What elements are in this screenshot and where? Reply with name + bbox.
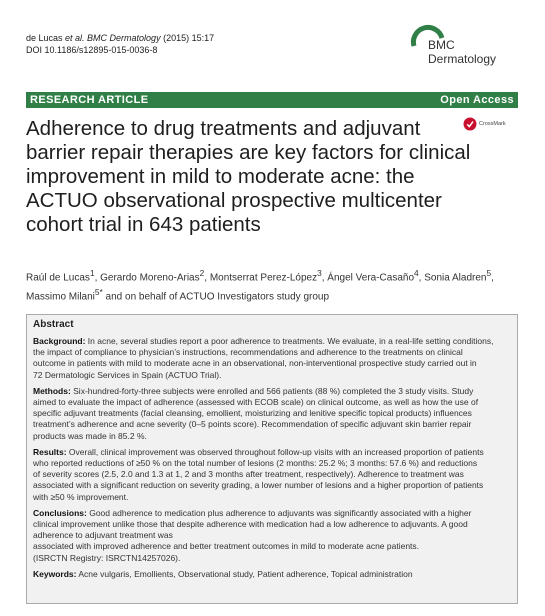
journal-logo[interactable] [408, 22, 518, 72]
abstract-line: who reported reductions of ≥50 % on the total number of lesions (2 months: 25.2 %; 3 months: 57.6 %) and reductions [33, 458, 478, 469]
author-affiliation: 2 [199, 268, 205, 278]
abstract-box [26, 314, 518, 604]
author-affiliation: 1 [89, 268, 95, 278]
abstract-results [33, 447, 511, 503]
journal-name-line2: Dermatology [428, 52, 497, 66]
article-type-banner [26, 92, 518, 108]
abstract-line: products was made in 85.2 %. [33, 430, 147, 441]
abstract-line [33, 569, 511, 580]
abstract-conclusions [33, 508, 511, 564]
section-label: Methods: [33, 385, 71, 396]
abstract-line [33, 508, 511, 519]
author-list [26, 266, 516, 305]
section-text: Six-hundred-forty-three subjects were enrolled and 566 patients (88 %) completed the 3 study visits. Study [70, 385, 474, 396]
citation-authors: de Lucas [26, 33, 66, 43]
author-separator: , [491, 272, 494, 284]
citation-block [26, 32, 214, 56]
abstract-line [33, 447, 511, 458]
abstract-line: specific adjuvant treatments (facial cleansing, emollient, moisturizing and lenitive specific topical products) influences [33, 408, 472, 419]
article-type-label: RESEARCH ARTICLE [30, 94, 149, 106]
abstract-line: (ISRCTN Registry: ISRCTN14257026). [33, 552, 181, 563]
abstract-line: aimed to evaluate the impact of adherence (assessed with ECOB scale) on clinical outcome, as well as how the use of [33, 397, 479, 408]
abstract-methods [33, 386, 511, 442]
abstract-line: 72 Dermatologic Services in Spain (ACTUO Trial). [33, 369, 222, 380]
journal-name-line1: BMC [428, 38, 455, 52]
title-line: improvement in mild to moderate acne: the [26, 165, 415, 188]
section-text: In acne, several studies report a poor adherence to treatments. We evaluate, in a real-life setting conditions, [85, 336, 494, 346]
section-text: Good adherence to medication plus adherence to adjuvants was significantly associated with a higher [86, 507, 472, 518]
crossmark-label: CrossMark [479, 121, 506, 127]
author-name[interactable]: , Sonia Aladren [418, 272, 487, 284]
abstract-line: clinical improvement unlike those that despite adherence with medication had a low adherence to adjuvants. A good [33, 519, 468, 530]
abstract-line [33, 386, 511, 397]
author-affiliation: 5 [486, 268, 492, 278]
citation-line [26, 32, 214, 44]
citation-journal: et al. BMC Dermatology [65, 33, 161, 43]
abstract-line: associated with a significant reduction on severity grading, a lower number of lesions and a higher proportion of patients [33, 480, 484, 491]
author-name[interactable]: Raúl de Lucas [26, 272, 90, 284]
author-line-1 [26, 266, 516, 285]
abstract-line: outcome in patients with mild to moderate acne in an observational, non-interventional prospective study carried out in [33, 358, 477, 369]
author-affiliation: 4 [414, 268, 419, 278]
abstract-keywords [33, 569, 511, 580]
section-label: Background: [33, 336, 86, 346]
section-text: Overall, clinical improvement was observed throughout follow-up visits with an increased proportion of patients [66, 446, 484, 457]
author-line-2 [26, 285, 516, 304]
keywords-text: Acne vulgaris, Emollients, Observational study, Patient adherence, Topical administration [76, 568, 413, 579]
abstract-line: associated with improved adherence and better treatment outcomes in mild to moderate acne patients. [33, 541, 420, 552]
title-line: Adherence to drug treatments and adjuvant [26, 117, 421, 140]
author-name[interactable]: , Ángel Vera-Casaño [321, 272, 415, 284]
journal-name [428, 38, 496, 66]
author-name[interactable]: Massimo Milani [26, 291, 95, 303]
author-affiliation: 3 [317, 268, 322, 278]
abstract-background [33, 336, 511, 381]
crossmark-icon [463, 117, 477, 131]
open-access-label[interactable]: Open Access [440, 94, 514, 106]
title-line: barrier repair therapies are key factors for clinical [26, 141, 471, 164]
crossmark-badge[interactable] [463, 117, 506, 131]
citation-year: (2015) 15:17 [160, 33, 215, 43]
author-name[interactable]: , Gerardo Moreno-Arias [94, 272, 200, 284]
abstract-line: of severity scores (2.5, 2.0 and 1.3 at 1, 2 and 3 months after treatment, respectively). Adherence to treatment was [33, 469, 464, 480]
article-title [26, 117, 496, 237]
abstract-line: the impact of compliance to physician’s instructions, recommendations and adherence to the treatments on clinical [33, 347, 463, 358]
title-line: cohort trial in 643 patients [26, 213, 261, 236]
doi-line[interactable]: DOI 10.1186/s12895-015-0036-8 [26, 45, 158, 55]
abstract-heading: Abstract [33, 319, 74, 330]
abstract-line: treatment’s adherence and acne severity (0–5 points score). Recommendation of specific adjuvant skin barrier repair [33, 419, 472, 430]
abstract-line: adherence to adjuvant treatment was [33, 530, 173, 541]
author-affiliation: 5* [94, 287, 103, 298]
section-label: Keywords: [33, 568, 77, 579]
section-label: Conclusions: [33, 507, 87, 518]
abstract-line: with ≥50 % improvement. [33, 491, 129, 502]
section-label: Results: [33, 446, 67, 457]
abstract-line [33, 336, 511, 347]
title-line: ACTUO observational prospective multicenter [26, 189, 442, 212]
author-name[interactable]: , Montserrat Perez-López [204, 272, 318, 284]
author-group: and on behalf of ACTUO Investigators study group [102, 291, 330, 303]
